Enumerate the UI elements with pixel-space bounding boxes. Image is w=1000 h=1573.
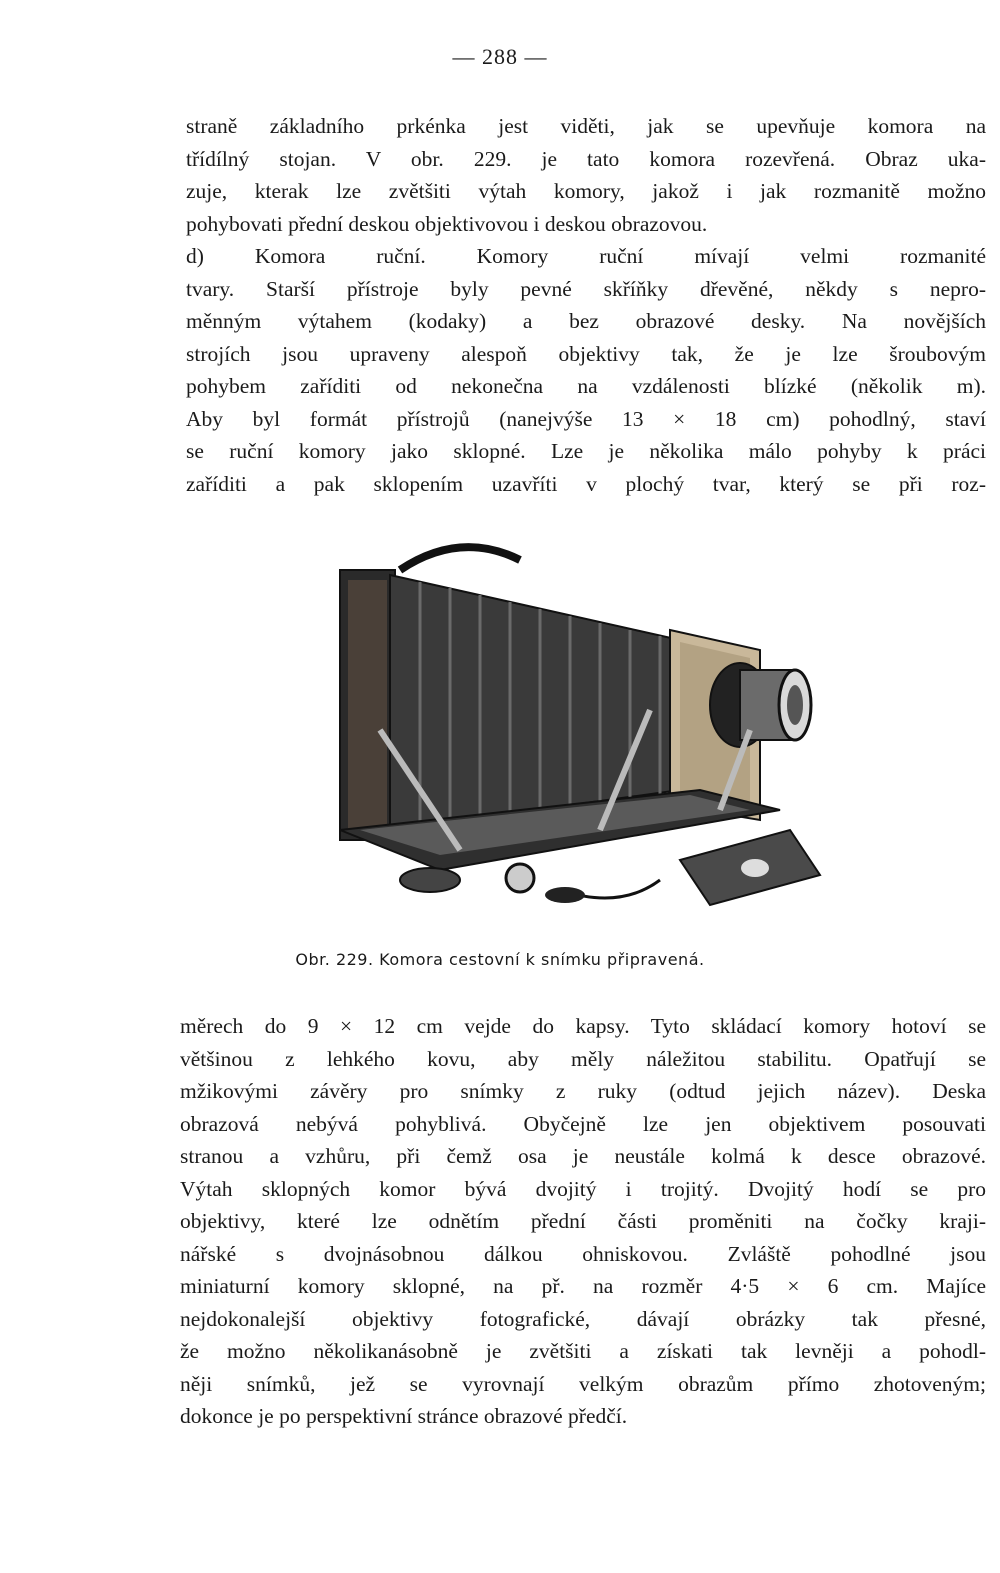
text-line: měnným výtahem (kodaky) a bez obrazové desky. Na novějších <box>186 309 986 333</box>
text-line: že možno několikanásobně je zvětšiti a získati tak levněji a pohodl- <box>180 1339 986 1363</box>
text-line: obrazová nebývá pohyblivá. Obyčejně lze jen objektivem posouvati <box>180 1111 986 1136</box>
text-line: se ruční komory jako sklopné. Lze je několika málo pohyby k práci <box>186 439 986 463</box>
bottom-text-block <box>180 1010 986 1433</box>
text-line: pohybem zaříditi od nekonečna na vzdálenosti blízké (několik m). <box>186 374 986 398</box>
text-line: měrech do 9 × 12 cm vejde do kapsy. Tyto skládací komory hotoví se <box>180 1014 986 1038</box>
text-line: miniaturní komory sklopné, na př. na rozměr 4·5 × 6 cm. Majíce <box>180 1274 986 1298</box>
text-line: většinou z lehkého kovu, aby měly náležitou stabilitu. Opatřují se <box>180 1046 986 1071</box>
figure-caption: Obr. 229. Komora cestovní k snímku připravená. <box>295 950 705 969</box>
text-line: nářské s dvojnásobnou dálkou ohniskovou. Zvláště pohodlné jsou <box>180 1241 986 1266</box>
text-line: Aby byl formát přístrojů (nanejvýše 13 × 18 cm) pohodlný, staví <box>186 406 986 431</box>
text-line: d) Komora ruční. Komory ruční mívají velmi rozmanité <box>186 244 986 268</box>
text-line: mžikovými závěry pro snímky z ruky (odtud jejich název). Deska <box>180 1079 986 1103</box>
text-line: pohybovati přední deskou objektivovou i deskou obrazovou. <box>186 211 708 236</box>
text-line: nejdokonalejší objektivy fotografické, dávají obrázky tak přesné, <box>180 1306 986 1331</box>
text-line: objektivy, které lze odnětím přední části proměniti na čočky kraji- <box>180 1209 986 1233</box>
text-line: strojích jsou upraveny alespoň objektivy tak, že je lze šroubovým <box>186 341 986 366</box>
camera-illustration <box>320 530 840 930</box>
text-line: straně základního prkénka jest viděti, jak se upevňuje komora na <box>186 114 986 138</box>
top-text-block <box>186 110 986 500</box>
text-line: třídílný stojan. V obr. 229. je tato komora rozevřená. Obraz uka- <box>186 146 986 171</box>
text-line: stranou a vzhůru, při čemž osa je neustále kolmá k desce obrazové. <box>180 1144 986 1168</box>
page-number: — 288 — <box>452 44 548 69</box>
text-line: zaříditi a pak sklopením uzavříti v plochý tvar, který se při roz- <box>186 471 986 496</box>
text-line: Výtah sklopných komor bývá dvojitý i trojitý. Dvojitý hodí se pro <box>180 1176 986 1201</box>
text-line: dokonce je po perspektivní stránce obrazové předčí. <box>180 1404 628 1428</box>
text-line: tvary. Starší přístroje byly pevné skříňky dřevěné, někdy s nepro- <box>186 276 986 301</box>
text-line: zuje, kterak lze zvětšiti výtah komory, jakož i jak rozmanitě možno <box>186 179 986 203</box>
text-line: něji snímků, jež se vyrovnají velkým obrazům přímo zhotoveným; <box>180 1371 986 1396</box>
